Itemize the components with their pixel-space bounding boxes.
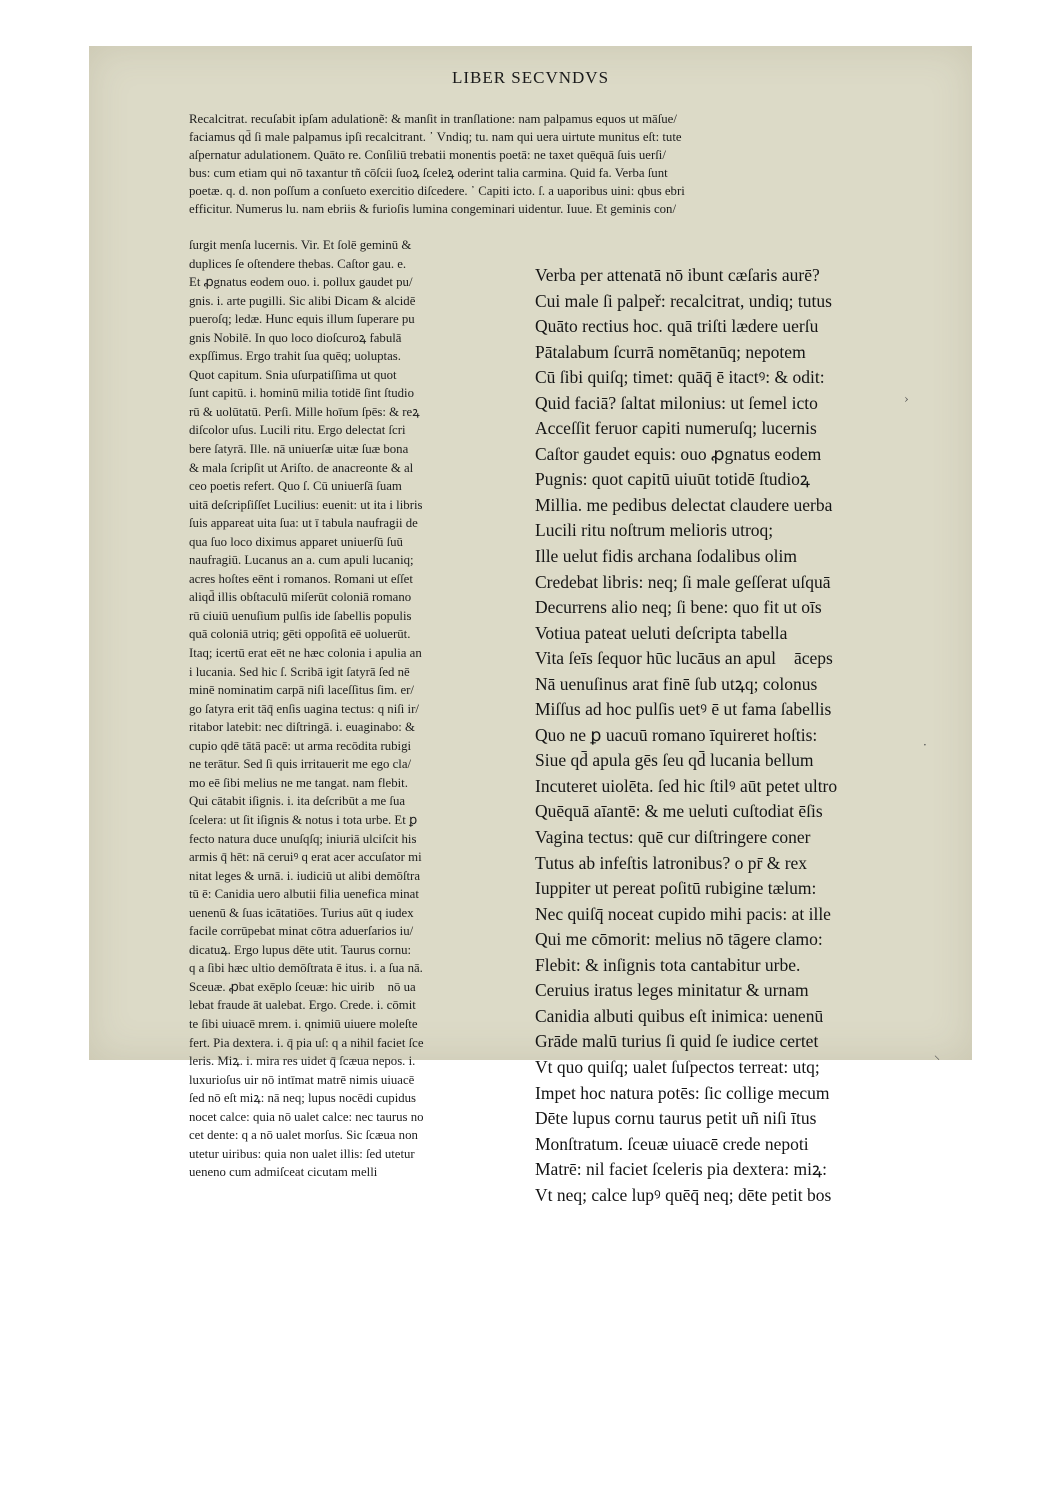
- commentary-line: & mala ſcripſit ut Ariſto. de anacreonte & al: [189, 460, 414, 475]
- commentary-line: ceo poetis refert. Quo ſ. Cū uniuerſā ſuam: [189, 479, 402, 494]
- commentary-line: gnis Nobilē. In quo loco dioſcuroꝝ fabulā: [189, 330, 402, 345]
- marginal-mark: ⸜: [934, 1048, 941, 1062]
- commentary-line: bus: cum etiam qui nō taxantur tñ cōſcii ſuoꝝ ſceleꝝ oderint talia carmina. Quid fa. Verba ſunt: [189, 166, 668, 180]
- commentary-line: go ſatyra erit tāq̄ enſis uagina tectus: q niſi ir/: [189, 701, 419, 716]
- commentary-line: efficitur. Numerus lu. nam ebriis & furioſis lumina congeminari uidentur. Iuue. Et geminis con/: [189, 202, 677, 216]
- commentary-line: Et ꝓgnatus eodem ouo. i. pollux gaudet pu/: [189, 275, 413, 290]
- verse-line: Cū ſibi quiſq; timet: quāq̄ ē itactꝰ: & odit:: [535, 367, 825, 388]
- verse-line: Qui me cōmorit: melius nō tāgere clamo:: [535, 929, 823, 950]
- commentary-line: cet dente: q a nō ualet morſus. Sic ſcæua non: [189, 1128, 418, 1143]
- commentary-line: te ſibi uiuacē mrem. i. qnimiū uiuere moleſte: [189, 1016, 418, 1031]
- verse-line: Iuppiter ut pereat poſitū rubigine tælum:: [535, 878, 817, 899]
- commentary-line: qua ſuo loco diximus apparet uniuerſū ſuū: [189, 534, 403, 549]
- commentary-line: Recalcitrat. recuſabit ipſam adulationẽ: & manſit in tranſlatione: nam palpamus equos ut māſue/: [189, 112, 677, 126]
- verse-line: Verba per attenatā nō ibunt cæſaris aurē?: [535, 265, 820, 285]
- commentary-line: ueneno cum admiſceat cicutam melli: [189, 1165, 378, 1180]
- verse-line: Miſſus ad hoc pulſis uetꝰ ē ut fama ſabellis: [535, 699, 832, 720]
- commentary-line: utetur uiribus: quia non ualet illis: ſed utetur: [189, 1146, 415, 1161]
- verse-line: Monſtratum. ſceuæ uiuacē crede nepoti: [535, 1133, 809, 1154]
- commentary-line: bere ſatyrā. Ille. nā uniuerſæ uitæ ſuæ bona: [189, 442, 409, 457]
- verse-line: Vt quo quiſq; ualet ſuſpectos terreat: utq;: [535, 1056, 820, 1077]
- verse-line: Caſtor gaudet equis: ouo ꝓgnatus eodem: [535, 443, 822, 464]
- commentary-line: ritabor latebit: nec diſtringā. i. euaginabo: &: [189, 720, 416, 735]
- commentary-line: uenenū & ſuas icātatiōes. Turius aūt q iudex: [189, 905, 414, 920]
- commentary-line: Sceuæ. ꝓbat exēplo ſceuæ: hic uirib᷑ nō ua: [189, 979, 416, 994]
- verse-line: Nec quiſq̄ noceat cupido mihi pacis: at ille: [535, 903, 831, 924]
- commentary-line: Qui cātabit iſignis. i. ita deſcribūt a me ſua: [189, 794, 406, 809]
- verse-line: Vagina tectus: quē cur diſtringere coner: [535, 827, 811, 848]
- commentary-line: ſunt capitū. i. hominū milia totidē ſint ſtudio: [189, 386, 414, 401]
- commentary-line: ſuis appareat uita ſua: ut ī tabula naufragii de: [189, 516, 418, 531]
- verse-line: Flebit: & inſignis tota cantabitur urbe.: [535, 954, 801, 975]
- verse-line: Vita ſeīs ſequor hūc lucāus an apul᷑ āceps: [535, 648, 833, 669]
- commentary-line: armis q̄ hēt: nā ceruiꝰ q erat acer accuſator mi: [189, 850, 422, 865]
- commentary-line: ne terātur. Sed ſi quis irritauerit me ego cla/: [189, 757, 412, 772]
- commentary-line: ſcelera: ut ſit iſignis & notus i tota urbe. Et ꝑ: [189, 812, 418, 827]
- verse-line: Lucili ritu noſtrum melioris utroq;: [535, 520, 774, 541]
- commentary-line: rū ciuiū uenuſium pulſis ide ſabellis populis: [189, 608, 412, 623]
- verse-line: Decurrens alio neq; ſi bene: quo fit ut oīs: [535, 597, 822, 618]
- commentary-line: quā coloniā utriq; gēti oppoſitā eē uoluerūt.: [189, 627, 411, 642]
- commentary-line: fert. Pia dextera. i. q̄ pia uſ: q a nihil faciet ſce: [189, 1035, 424, 1050]
- verse-line: Matrē: nil faciet ſceleris pia dextera: miꝝ:: [535, 1159, 827, 1180]
- verse-line: Cui male ſi palpeř: recalcitrat, undiq; tutus: [535, 290, 832, 311]
- commentary-line: faciamus qd̄ ſi male palpamus ipſi recalcitrant. ᾽ Vndiq; tu. nam qui uera uirtute munitus eſt: tute: [189, 130, 682, 144]
- commentary-line: q a ſibi hæc ultio demōſtrata ē itus. i. a ſua nā.: [189, 961, 423, 976]
- commentary-line: leris. Miꝝ. i. mira res uidet q̄ ſcæua nepos. i.: [189, 1054, 416, 1069]
- commentary-line: lebat fraude āt ualebat. Ergo. Crede. i. cōmit: [189, 998, 416, 1013]
- verse-line: Quo ne ꝑ uacuū romano īquireret hoſtis:: [535, 724, 818, 745]
- commentary-line: nocet calce: quia nō ualet calce: nec taurus no: [189, 1109, 424, 1124]
- commentary-line: minē nominatim carpā niſi laceſſitus ſim. er/: [189, 683, 414, 698]
- commentary-line: ſed nō eſt miꝝ: nā neq; lupus nocēdi cupidus: [189, 1091, 417, 1106]
- commentary-line: diſcolor uſus. Lucili ritu. Ergo delectat ſcri: [189, 423, 406, 438]
- verse-line: Ceruius iratus leges minitatur & urnam: [535, 980, 809, 1001]
- commentary-line: pueroſq; ledæ. Hunc equis illum ſuperare pu: [189, 312, 415, 327]
- verse-line: Quid faciā? ſaltat milonius: ut ſemel icto: [535, 392, 818, 413]
- verse-line: Millia. me pedibus delectat claudere uerba: [535, 494, 833, 515]
- commentary-line: fecto natura duce unuſqſq; iniuriā ulciſcit his: [189, 831, 417, 846]
- commentary-line: rū & uolūtatū. Perſi. Mille hoīum ſpēs: & reꝝ: [189, 404, 420, 419]
- commentary-line: ſurgit menſa lucernis. Vir. Et ſolē geminū &: [189, 238, 412, 252]
- verse-line: Nā uenuſinus arat finē ſub utꝝq; colonus: [535, 673, 818, 694]
- commentary-line: nitat leges & urnā. i. iudiciū ut alibi demōſtra: [189, 868, 421, 883]
- commentary-line: Quot capitum. Snia uſurpatiſſima ut quot: [189, 367, 397, 382]
- commentary-line: i lucania. Sed hic ſ. Scribā igit ſatyrā ſed nē: [189, 664, 410, 679]
- manuscript-page: [89, 46, 972, 1205]
- commentary-left-column: [189, 236, 525, 1182]
- verse-line: Siue qd̄ apula gēs ſeu qd̄ lucania bellum: [535, 750, 814, 771]
- verse-line: Acceſſit feruor capiti numeruſq; lucernis: [535, 418, 817, 439]
- commentary-line: gnis. i. arte pugilli. Sic alibi Dicam & alcidē: [189, 293, 416, 308]
- verse-line: Credebat libris: neq; ſi male geſſerat uſquā: [535, 571, 831, 592]
- verse-line: Canidia albuti quibus eſt inimica: uenenū: [535, 1005, 824, 1026]
- verse-line: Pugnis: quot capitū uiuūt totidē ſtudioꝝ: [535, 469, 811, 490]
- commentary-line: uitā deſcripſiſſet Lucilius: euenit: ut ita i libris: [189, 497, 423, 512]
- verse-column: [535, 263, 965, 1208]
- commentary-line: aliqd̄ illis obſtaculū miſerūt coloniā romano: [189, 590, 412, 605]
- verse-line: Quāto rectius hoc. quā triſti lædere uerſu: [535, 316, 819, 337]
- commentary-line: poetæ. q. d. non poſſum a conſueto exercitio diſcedere. ᾽ Capiti icto. ſ. a uaporibus uini: qbus ebri᷑: [189, 184, 695, 198]
- commentary-line: aſpernatur adulationem. Quāto re. Conſiliū trebatii monentis poetā: ne taxet quēquā ſuis uerſi/: [189, 148, 666, 162]
- commentary-line: acres hoſtes eēnt i romanos. Romani ut eſſet: [189, 571, 413, 586]
- marginal-mark: ›: [904, 392, 909, 406]
- verse-line: Dēte lupus cornu taurus petit uñ niſi ītus: [535, 1108, 817, 1129]
- verse-line: Grāde malū turius ſi quid ſe iudice certet: [535, 1031, 819, 1052]
- marginal-mark: ·: [923, 738, 927, 752]
- running-head: LIBER SECVNDVS: [451, 68, 610, 87]
- commentary-line: duplices ſe oſtendere thebas. Caſtor gau. e.: [189, 256, 407, 271]
- commentary-line: cupio qdē tātā pacē: ut arma recōdita rubigi: [189, 738, 412, 753]
- verse-line: Tutus ab infeſtis latronibus? o pr̄ & rex: [535, 852, 808, 873]
- verse-line: Incuteret uiolēta. ſed hic ſtilꝰ aūt petet ultro: [535, 775, 838, 796]
- verse-line: Vt neq; calce lupꝰ quēq̄ neq; dēte petit bos: [535, 1184, 832, 1205]
- commentary-line: dicatuꝝ. Ergo lupus dēte utit. Taurus cornu:: [189, 942, 412, 957]
- commentary-line: tū ē: Canidia uero albutii filia uenefica minat: [189, 887, 419, 902]
- commentary-line: naufragiū. Lucanus an a. cum apuli lucaniq;: [189, 553, 414, 568]
- verse-line: Ille uelut fidis archana ſodalibus olim: [535, 546, 797, 567]
- commentary-line: mo eē ſibi melius ne me tangat. nam flebit.: [189, 775, 408, 790]
- commentary-line: expſſimus. Ergo trahit ſua quēq; uoluptas.: [189, 349, 401, 364]
- commentary-top-block: [189, 110, 919, 218]
- commentary-line: facile corrūpebat minat cōtra aduerſarios iu/: [189, 924, 414, 939]
- verse-line: Impet hoc natura potēs: ſic collige mecum: [535, 1082, 830, 1103]
- commentary-line: Itaq; icertū erat eēt ne hæc colonia i apulia an: [189, 646, 422, 661]
- verse-line: Pātalabum ſcurrā nomētanūq; nepotem: [535, 341, 806, 362]
- commentary-line: luxurioſus uir nō intīmat matrē nimis uiuacē: [189, 1072, 415, 1087]
- verse-line: Quēquā aīantē: & me ueluti cuſtodiat ēſis: [535, 801, 823, 822]
- verse-line: Votiua pateat ueluti deſcripta tabella: [535, 622, 788, 643]
